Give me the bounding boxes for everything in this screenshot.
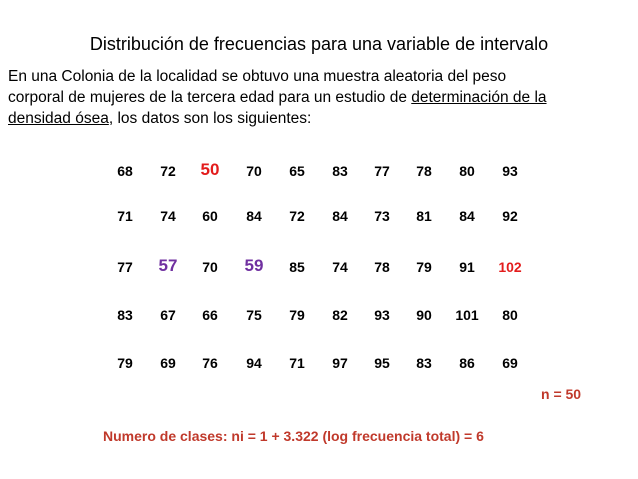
data-cell: 101 — [455, 307, 479, 323]
data-cell: 94 — [246, 355, 262, 371]
data-cell: 80 — [459, 163, 475, 179]
page-title: Distribución de frecuencias para una variable de intervalo — [89, 34, 549, 54]
data-cell: 73 — [374, 208, 390, 224]
data-cell: 66 — [202, 307, 218, 323]
data-cell: 83 — [117, 307, 133, 323]
data-cell: 57 — [158, 256, 178, 275]
data-cell: 97 — [332, 355, 348, 371]
data-cell: 67 — [160, 307, 176, 323]
data-cell: 65 — [289, 163, 305, 179]
class-count-formula: Numero de clases: ni = 1 + 3.322 (log frecuencia total) = 6 — [103, 428, 484, 444]
sample-size-label: n = 50 — [541, 386, 582, 402]
data-cell: 102 — [498, 259, 522, 275]
data-cell: 74 — [160, 208, 176, 224]
data-cell: 50 — [200, 160, 220, 179]
data-cell: 68 — [117, 163, 133, 179]
data-cell: 70 — [202, 259, 218, 275]
data-cell: 82 — [332, 307, 348, 323]
data-cell: 80 — [502, 307, 518, 323]
intro-line-3 — [8, 108, 633, 129]
data-cell: 79 — [117, 355, 133, 371]
data-cell: 69 — [502, 355, 518, 371]
data-cell: 59 — [244, 256, 264, 275]
intro-underlined-phrase-1: determinación de la — [411, 89, 547, 106]
data-cell: 77 — [374, 163, 390, 179]
data-cell: 84 — [246, 208, 262, 224]
data-cell: 69 — [160, 355, 176, 371]
data-cell: 83 — [416, 355, 432, 371]
intro-line-1: En una Colonia de la localidad se obtuvo una muestra aleatoria del peso — [8, 68, 507, 85]
data-cell: 93 — [374, 307, 390, 323]
data-cell: 76 — [202, 355, 218, 371]
data-cell: 95 — [374, 355, 390, 371]
data-cell: 71 — [289, 355, 305, 371]
data-cell: 81 — [416, 208, 432, 224]
data-cell: 90 — [416, 307, 432, 323]
data-cell: 77 — [117, 259, 133, 275]
data-cell: 79 — [289, 307, 305, 323]
data-cell: 85 — [289, 259, 305, 275]
data-cell: 86 — [459, 355, 475, 371]
intro-line-2-text: corporal de mujeres de la tercera edad para un estudio de — [8, 89, 412, 106]
data-cell: 72 — [289, 208, 305, 224]
data-cell: 92 — [502, 208, 518, 224]
data-cell: 83 — [332, 163, 348, 179]
data-cell: 91 — [459, 259, 475, 275]
intro-paragraph — [8, 66, 633, 129]
intro-underlined-phrase-2: densidad ósea — [8, 110, 109, 127]
data-cell: 78 — [416, 163, 432, 179]
data-cell: 84 — [459, 208, 475, 224]
data-cell: 78 — [374, 259, 390, 275]
data-cell: 72 — [160, 163, 176, 179]
data-cell: 75 — [246, 307, 262, 323]
data-cell: 93 — [502, 163, 518, 179]
data-cell: 60 — [202, 208, 218, 224]
data-cell: 74 — [332, 259, 348, 275]
intro-line-3-text: , los datos son los siguientes: — [108, 110, 312, 127]
intro-line-2 — [8, 87, 633, 108]
data-cell: 84 — [332, 208, 348, 224]
data-cell: 70 — [246, 163, 262, 179]
data-cell: 71 — [117, 208, 133, 224]
data-cell: 79 — [416, 259, 432, 275]
